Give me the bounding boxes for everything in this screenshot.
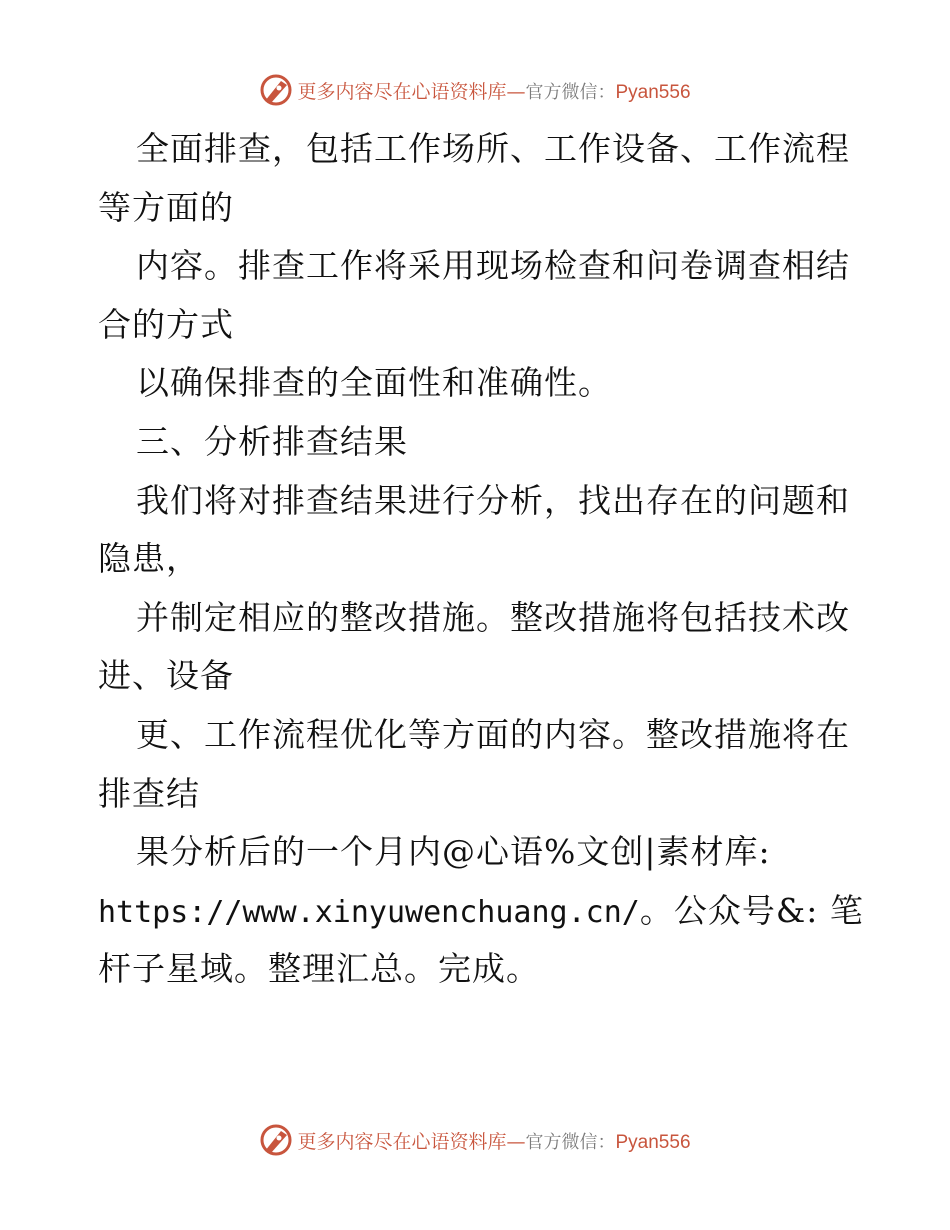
document-body <box>98 120 864 999</box>
wechat-label: 官方微信： <box>525 1131 616 1153</box>
wechat-label: 官方微信： <box>525 81 616 103</box>
brand-text: 更多内容尽在心语资料库 <box>297 1130 507 1153</box>
text-line: 更、工作流程优化等方面的内容。整改措施将在 <box>136 714 850 754</box>
text-line: 杆子星域。整理汇总。完成。 <box>98 949 540 989</box>
text-line: 合的方式 <box>98 304 234 344</box>
text-line: 果分析后的一个月内@心语%文创|素材库: <box>136 832 771 872</box>
text-line: 我们将对排查结果进行分析，找出存在的问题和 <box>136 480 850 520</box>
wechat-id: Pyan556 <box>615 81 691 103</box>
banner-dash: — <box>506 80 526 103</box>
website-url: https://www.xinyuwenchuang.cn/ <box>98 894 640 930</box>
header-watermark-banner <box>0 70 950 110</box>
banner-dash: — <box>506 1130 526 1153</box>
banner-text <box>297 1127 690 1154</box>
text-line: 内容。排查工作将采用现场检查和问卷调查相结 <box>136 246 850 286</box>
pen-nib-logo-icon <box>259 73 293 107</box>
banner-text <box>297 77 690 104</box>
section-heading: 三、分析排查结果 <box>136 421 408 461</box>
text-line: 等方面的 <box>98 187 234 227</box>
brand-text: 更多内容尽在心语资料库 <box>297 80 507 103</box>
footer-watermark-banner <box>0 1120 950 1160</box>
text-line: 进、设备 <box>98 656 234 696</box>
wechat-id: Pyan556 <box>615 1131 691 1153</box>
text-line: 以确保排查的全面性和准确性。 <box>136 363 612 403</box>
text-line: 全面排查，包括工作场所、工作设备、工作流程 <box>136 129 850 168</box>
text-line: 排查结 <box>98 773 200 813</box>
text-line: 并制定相应的整改措施。整改措施将包括技术改 <box>136 597 850 637</box>
text-fragment: 。公众号&: 笔 <box>639 890 864 930</box>
text-line-url <box>98 882 864 941</box>
pen-nib-logo-icon <box>259 1123 293 1157</box>
text-line: 隐患， <box>98 539 200 579</box>
